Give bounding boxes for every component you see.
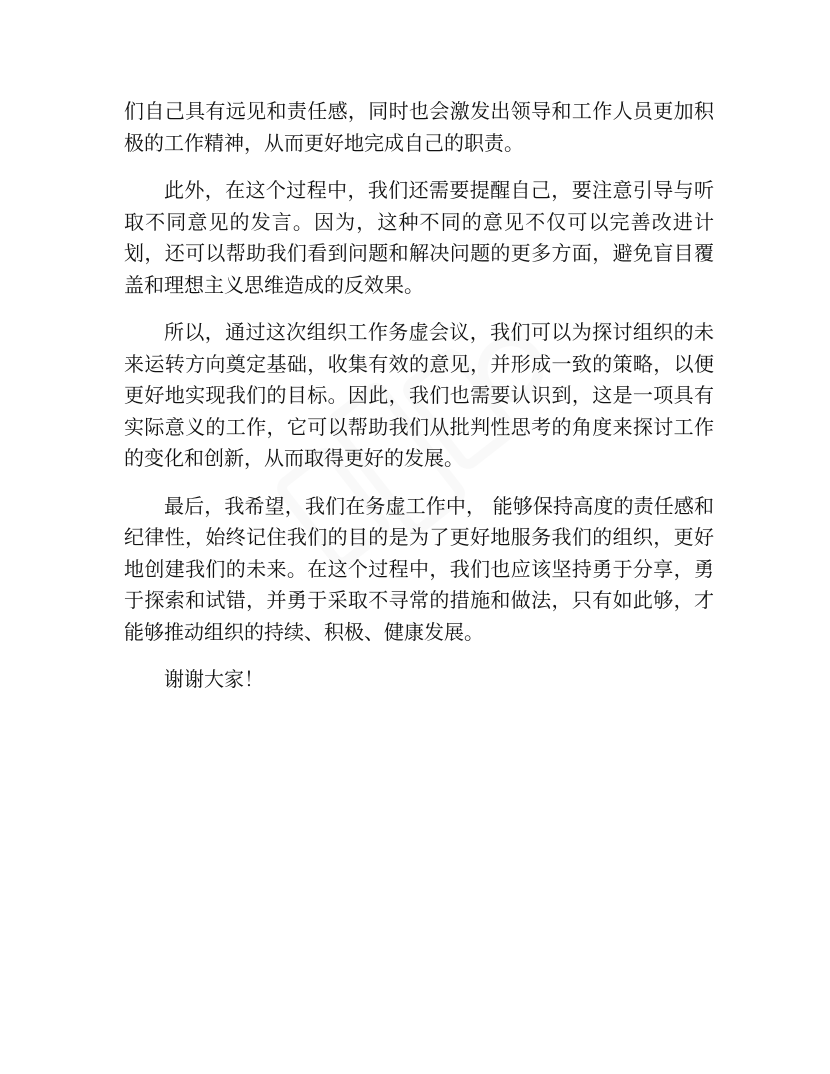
closing-line: 谢谢大家！ [164, 667, 264, 691]
paragraph-3: 所以，通过这次组织工作务虚会议，我们可以为探讨组织的未来运转方向奠定基础，收集有效的意见，并形成一致的策略，以便更好地实现我们的目标。因此，我们也需要认识到，这是一项具有实际意义的工作，它可以帮助我们从批判性思考的角度来探讨工作的变化和创新，从而取得更好的发展。 [124, 320, 714, 470]
paragraph-4: 最后，我希望，我们在务虚工作中， 能够保持高度的责任感和纪律性，始终记住我们的目的是为了更好地服务我们的组织，更好地创建我们的未来。在这个过程中，我们也应该坚持勇于分享，勇于探索和试错，并勇于采取不寻常的措施和做法，只有如此够，才能够推动组织的持续、积极、健康发展。 [124, 493, 714, 644]
paragraph-2: 此外，在这个过程中，我们还需要提醒自己，要注意引导与听取不同意见的发言。因为，这种不同的意见不仅可以完善改进计划，还可以帮助我们看到问题和解决问题的更多方面，避免盲目覆盖和理想主义思维造成的反效果。 [124, 178, 714, 297]
document-body [124, 96, 714, 712]
paragraph-1: 们自己具有远见和责任感，同时也会激发出领导和工作人员更加积极的工作精神，从而更好地完成自己的职责。 [124, 99, 714, 155]
